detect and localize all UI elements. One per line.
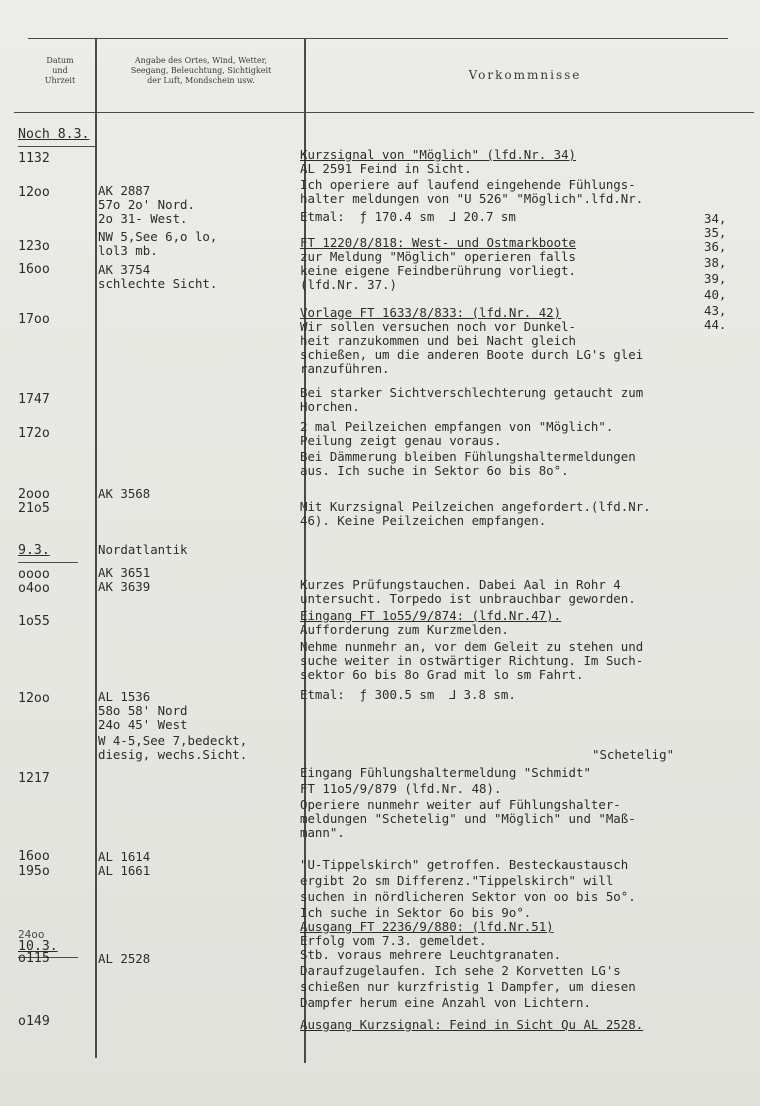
location-ak-2887: AK 2887 — [98, 183, 151, 198]
location-ak-3754: AK 3754 — [98, 262, 151, 277]
event-line-19: Bei Dämmerung bleiben Fühlungshaltermeldungen — [300, 449, 636, 464]
event-line-7: zur Meldung "Möglich" operieren falls — [300, 249, 577, 264]
event-line-5: Etmal: ƒ 170.4 sm ⅃ 20.7 sm — [300, 209, 516, 224]
location-nordatlantik: Nordatlantik — [98, 542, 188, 557]
event-line-38: ergibt 2o sm Differenz."Tippelskirch" will — [300, 873, 614, 888]
time-1720: 172o — [18, 426, 50, 441]
column-divider-1 — [95, 38, 97, 1058]
time-1200-b: 12oo — [18, 691, 50, 706]
time-1600-b: 16oo — [18, 849, 50, 864]
time-1950: 195o — [18, 864, 50, 879]
event-line-34: Operiere nunmehr weiter auf Fühlungshalter- — [300, 797, 621, 812]
event-line-6: FT 1220/8/818: West- und Ostmarkboote — [300, 235, 577, 250]
margin-number: 43, — [704, 303, 727, 318]
event-line-43: Stb. voraus mehrere Leuchtgranaten. — [300, 947, 562, 962]
event-line-39: suchen in nördlicheren Sektor von oo bis 5o°. — [300, 889, 636, 904]
margin-number: 38, — [704, 255, 727, 270]
event-line-47: Ausgang Kurzsignal: Feind in Sicht Qu AL 2528. — [300, 1017, 644, 1032]
event-line-40: Ich suche in Sektor 6o bis 9o°. — [300, 905, 532, 920]
event-line-23: Kurzes Prüfungstauchen. Dabei Aal in Rohr 4 — [300, 577, 621, 592]
event-line-3: Ich operiere auf laufend eingehende Fühlungs- — [300, 177, 636, 192]
weather-2: W 4-5,See 7,bedeckt, — [98, 733, 248, 748]
margin-number: 34, — [704, 211, 727, 226]
event-line-20: aus. Ich suche in Sektor 6o bis 8o°. — [300, 463, 569, 478]
date-noch-8-3: Noch 8.3. — [18, 127, 90, 142]
event-line-41: Ausgang FT 2236/9/880: (lfd.Nr.51) — [300, 919, 554, 934]
margin-number: 44. — [704, 317, 727, 332]
event-line-17: 2 mal Peilzeichen empfangen von "Möglich". — [300, 419, 614, 434]
weather-1: NW 5,See 6,o lo, — [98, 229, 218, 244]
event-line-24: untersucht. Torpedo ist unbrauchbar geworden. — [300, 591, 636, 606]
time-2000: 2ooo — [18, 487, 50, 502]
margin-number: 36, — [704, 239, 727, 254]
event-line-1: Kurzsignal von "Möglich" (lfd.Nr. 34) — [300, 147, 577, 162]
location-ak-3639: AK 3639 — [98, 579, 151, 594]
event-line-4: halter meldungen von "U 526" "Möglich".lfd.Nr. — [300, 191, 644, 206]
location-al-1536: AL 1536 — [98, 689, 151, 704]
event-line-12: heit ranzukommen und bei Nacht gleich — [300, 333, 577, 348]
location-al-1661: AL 1661 — [98, 863, 151, 878]
date-10-3: 10.3. — [18, 939, 58, 954]
event-line-37: "U-Tippelskirch" getroffen. Besteckaustausch — [300, 857, 629, 872]
event-line-8: keine eigene Feindberührung vorliegt. — [300, 263, 577, 278]
event-line-21: Mit Kurzsignal Peilzeichen angefordert.(lfd.Nr. — [300, 499, 651, 514]
event-line-27: Nehme nunmehr an, vor dem Geleit zu stehen und — [300, 639, 644, 654]
visibility-1: schlechte Sicht. — [98, 276, 218, 291]
event-line-9: (lfd.Nr. 37.) — [300, 277, 397, 292]
header-date-line3: Uhrzeit — [44, 76, 76, 85]
date-rule-1 — [18, 146, 96, 147]
header-date-line1: Datum — [46, 56, 74, 65]
event-line-30: Etmal: ƒ 300.5 sm ⅃ 3.8 sm. — [300, 687, 516, 702]
location-ak-3568: AK 3568 — [98, 486, 151, 501]
date-rule-2 — [18, 562, 78, 563]
event-line-15: Bei starker Sichtverschlechterung getaucht zum — [300, 385, 644, 400]
margin-number: 40, — [704, 287, 727, 302]
time-2105: 21o5 — [18, 501, 50, 516]
event-line-32: Eingang Fühlungshaltermeldung "Schmidt" — [300, 765, 591, 780]
header-events-column: Vorkommnisse — [468, 68, 582, 82]
header-bottom-rule — [14, 112, 754, 113]
time-2400: 24oo — [18, 928, 45, 941]
time-0149: o149 — [18, 1014, 50, 1029]
event-line-16: Horchen. — [300, 399, 360, 414]
pressure-1: lol3 mb. — [98, 243, 158, 258]
event-line-44: Daraufzugelaufen. Ich sehe 2 Korvetten LG's — [300, 963, 621, 978]
header-date-column — [30, 56, 90, 86]
event-line-29: sektor 6o bis 8o Grad mit lo sm Fahrt. — [300, 667, 584, 682]
event-line-36: mann". — [300, 825, 345, 840]
event-line-13: schießen, um die anderen Boote durch LG's glei — [300, 347, 644, 362]
time-0000: oooo — [18, 567, 50, 582]
event-line-42: Erfolg vom 7.3. gemeldet. — [300, 933, 487, 948]
time-0115: o115 — [18, 951, 50, 966]
event-line-10: Vorlage FT 1633/8/833: (lfd.Nr. 42) — [300, 305, 562, 320]
location-al-1614: AL 1614 — [98, 849, 151, 864]
event-line-28: suche weiter in ostwärtiger Richtung. Im Such- — [300, 653, 644, 668]
event-line-14: ranzuführen. — [300, 361, 390, 376]
top-rule — [28, 38, 728, 39]
margin-number: 35, — [704, 225, 727, 240]
event-line-18: Peilung zeigt genau voraus. — [300, 433, 502, 448]
time-1747: 1747 — [18, 392, 50, 407]
time-1230: 123o — [18, 239, 50, 254]
margin-number: 39, — [704, 271, 727, 286]
event-line-35: meldungen "Schetelig" und "Möglich" und "Maß- — [300, 811, 636, 826]
location-lat-1: 57o 2o' Nord. — [98, 197, 195, 212]
time-1055: 1o55 — [18, 614, 50, 629]
event-line-31: "Schetelig" — [592, 747, 675, 762]
event-line-26: Aufforderung zum Kurzmelden. — [300, 622, 509, 637]
visibility-2: diesig, wechs.Sicht. — [98, 747, 248, 762]
time-1132: 1132 — [18, 151, 50, 166]
location-ak-3651: AK 3651 — [98, 565, 151, 580]
event-line-33: FT 11o5/9/879 (lfd.Nr. 48). — [300, 781, 502, 796]
time-1600: 16oo — [18, 262, 50, 277]
location-al-2528: AL 2528 — [98, 951, 151, 966]
event-line-25: Eingang FT 1o55/9/874: (lfd.Nr.47). — [300, 608, 562, 623]
date-9-3: 9.3. — [18, 543, 50, 558]
event-line-11: Wir sollen versuchen noch vor Dunkel- — [300, 319, 577, 334]
event-line-46: Dampfer herum eine Anzahl von Lichtern. — [300, 995, 591, 1010]
header-date-line2: und — [52, 66, 68, 75]
time-1217: 1217 — [18, 771, 50, 786]
event-line-2: AL 2591 Feind in Sicht. — [300, 161, 472, 176]
location-lat-2: 58o 58' Nord — [98, 703, 188, 718]
time-0400: o4oo — [18, 581, 50, 596]
location-lon-1: 2o 31- West. — [98, 211, 188, 226]
header-location-line1: Angabe des Ortes, Wind, Wetter, — [134, 56, 268, 65]
event-line-45: schießen nur kurzfristig 1 Dampfer, um diesen — [300, 979, 636, 994]
header-location-column — [98, 56, 304, 86]
header-location-line2: Seegang, Beleuchtung, Sichtigkeit — [130, 66, 272, 75]
time-1700: 17oo — [18, 312, 50, 327]
location-lon-2: 24o 45' West — [98, 717, 188, 732]
event-line-22: 46). Keine Peilzeichen empfangen. — [300, 513, 547, 528]
header-location-line3: der Luft, Mondschein usw. — [147, 76, 255, 85]
time-1200: 12oo — [18, 185, 50, 200]
